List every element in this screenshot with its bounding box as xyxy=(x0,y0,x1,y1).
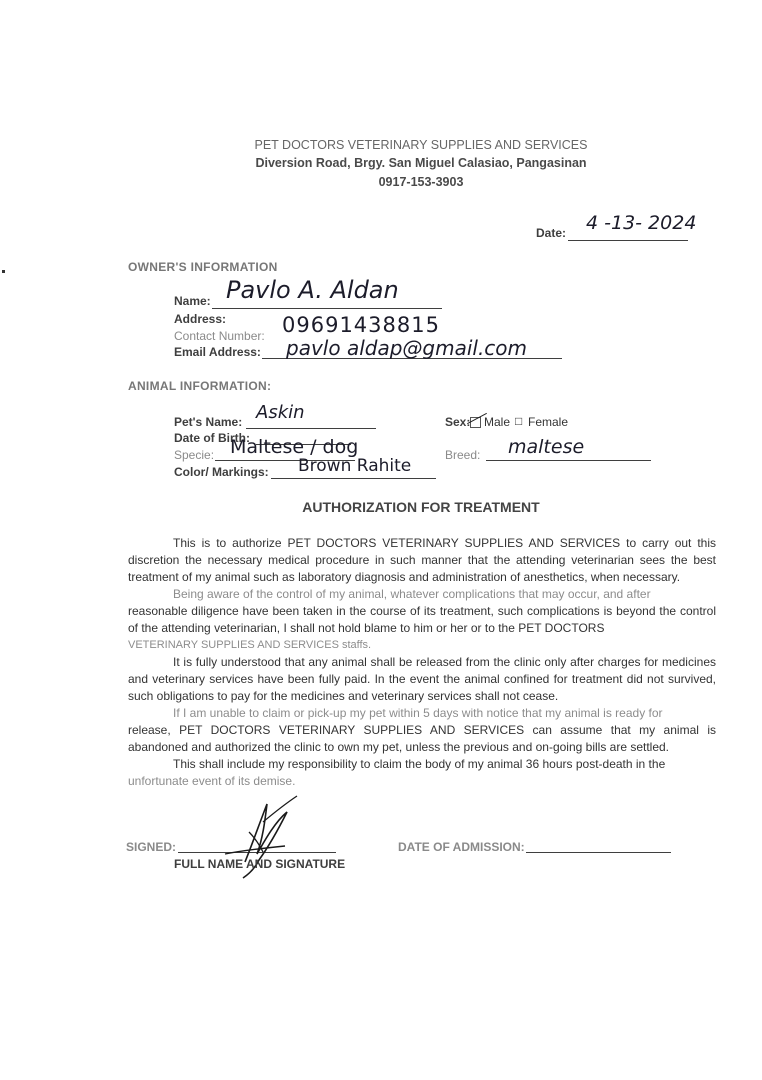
authorization-title: AUTHORIZATION FOR TREATMENT xyxy=(302,499,540,515)
auth-paragraph-5b: unfortunate event of its demise. xyxy=(128,774,296,788)
date-line xyxy=(568,240,688,241)
owner-name-label: Name: xyxy=(174,294,211,308)
sex-female-label: Female xyxy=(528,415,569,429)
signed-label: SIGNED: xyxy=(126,840,177,854)
specie-value: Maltese / dog xyxy=(230,436,359,458)
date-admission-label: DATE OF ADMISSION: xyxy=(398,840,525,854)
sex-male-label: Male xyxy=(484,415,511,429)
clinic-name: PET DOCTORS VETERINARY SUPPLIES AND SERVICES xyxy=(254,138,588,152)
sex-female-checkbox-icon[interactable]: □ xyxy=(515,414,523,428)
auth-paragraph-2b: reasonable diligence have been taken in the course of its treatment, such complications is beyond the control of the attending veterinarian, I shall not hold blame to him or her or to the PET DOCTORS xyxy=(128,604,716,635)
clinic-phone: 0917-153-3903 xyxy=(378,175,464,189)
auth-paragraph-2a: Being aware of the control of my animal, whatever complications that may occur, and after xyxy=(173,587,651,601)
auth-paragraph-4b: release, PET DOCTORS VETERINARY SUPPLIES AND SERVICES can assume that my animal is abandoned and authorized the clinic to own my pet, unless the previous and on-going bills are settled. xyxy=(128,723,716,754)
breed-line xyxy=(486,460,651,461)
pet-name-value: Askin xyxy=(256,402,305,423)
owner-email-label: Email Address: xyxy=(174,345,261,359)
auth-paragraph-3: It is fully understood that any animal shall be released from the clinic only after charges for medicines and veterinary services have been fully paid. In the event the animal confined for treatment did not survived, such obligations to pay for the medicines and veterinary services shall not cease. xyxy=(128,655,716,703)
animal-section-title: ANIMAL INFORMATION: xyxy=(128,379,272,393)
breed-label: Breed: xyxy=(445,448,481,462)
sex-label: Sex: xyxy=(445,415,471,429)
full-name-signature-label: FULL NAME AND SIGNATURE xyxy=(174,857,346,871)
date-label: Date: xyxy=(536,226,567,240)
owner-contact-label: Contact Number: xyxy=(174,329,265,343)
pet-name-label: Pet's Name: xyxy=(174,415,243,429)
color-line xyxy=(271,478,436,479)
clinic-address: Diversion Road, Brgy. San Miguel Calasiao, Pangasinan xyxy=(255,156,587,170)
color-value: Brown Rahite xyxy=(298,456,412,476)
auth-paragraph-2c: VETERINARY SUPPLIES AND SERVICES staffs. xyxy=(128,639,372,651)
dob-label: Date of Birth: xyxy=(174,431,250,445)
auth-paragraph-5a: This shall include my responsibility to claim the body of my animal 36 hours post-death in the xyxy=(173,757,666,771)
owner-address-label: Address: xyxy=(174,312,227,326)
owner-contact-value: 09691438815 xyxy=(282,313,440,337)
owner-name-value: Pavlo A. Aldan xyxy=(226,276,399,304)
breed-value: maltese xyxy=(508,436,585,458)
pet-name-line xyxy=(246,428,376,429)
owner-email-value: pavlo aldap@gmail.com xyxy=(286,336,528,360)
owner-name-line xyxy=(212,308,442,309)
scan-mark xyxy=(2,270,5,273)
date-value: 4 -13- 2024 xyxy=(586,212,697,234)
specie-label: Specie: xyxy=(174,448,215,462)
auth-paragraph-4a: If I am unable to claim or pick-up my pet within 5 days with notice that my animal is ready for xyxy=(173,706,663,720)
date-admission-line xyxy=(526,852,671,853)
color-label: Color/ Markings: xyxy=(174,465,269,479)
owner-section-title: OWNER'S INFORMATION xyxy=(128,260,278,274)
auth-paragraph-1: This is to authorize PET DOCTORS VETERINARY SUPPLIES AND SERVICES to carry out this discretion the necessary medical procedure in such manner that the attending veterinarian sees the best treatment of my animal such as laboratory diagnosis and administration of anesthetics, when necessary. xyxy=(128,536,716,584)
